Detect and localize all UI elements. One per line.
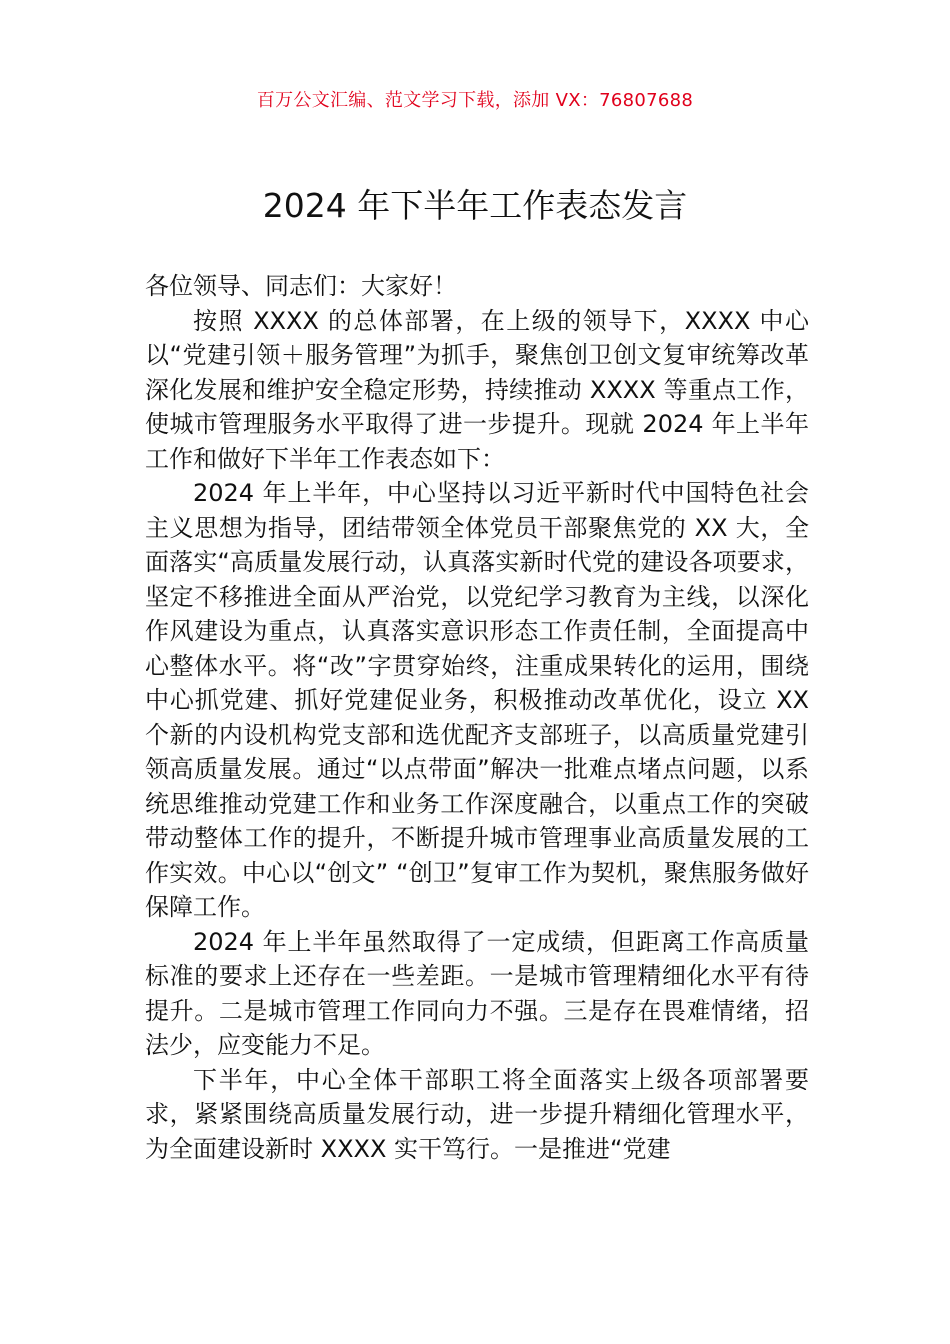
header-watermark: 百万公文汇编、范文学习下载，添加 VX：76807688 — [256, 90, 694, 111]
paragraph-plans: 下半年，中心全体干部职工将全面落实上级各项部署要求，紧紧围绕高质量发展行动，进一步提升精细化管理水平，为全面建设新时 XXXX 实干笃行。一是推进“党建 — [145, 1065, 809, 1163]
paragraph-shortcomings: 2024 年上半年虽然取得了一定成绩，但距离工作高质量标准的要求上还存在一些差距。一是城市管理精细化水平有待提升。二是城市管理工作同向力不强。三是存在畏难情绪，招法少，应变能力不足。 — [145, 927, 809, 1059]
document-title: 2024 年下半年工作表态发言 — [262, 186, 688, 225]
paragraph-achievements: 2024 年上半年，中心坚持以习近平新时代中国特色社会主义思想为指导，团结带领全体党员干部聚焦党的 XX 大，全面落实“高质量发展行动，认真落实新时代党的建设各项要求，坚定不移推进全面从严治党，以党纪学习教育为主线，以深化作风建设为重点，认真落实意识形态工作责任制，全面提高中心整体水平。将“改”字贯穿始终，注重成果转化的运用，围绕中心抓党建、抓好党建促业务，积极推动改革优化，设立 XX 个新的内设机构党支部和选优配齐支部班子，以高质量党建引领高质量发展。通过“以点带面”解决一批难点堵点问题，以系统思维推动党建工作和业务工作深度融合，以重点工作的突破带动整体工作的提升，不断提升城市管理事业高质量发展的工作实效。中心以“创文” “创卫”复审工作为契机，聚焦服务做好保障工作。 — [145, 479, 809, 921]
paragraph-intro: 按照 XXXX 的总体部署，在上级的领导下，XXXX 中心以“党建引领＋服务管理”为抓手，聚焦创卫创文复审统筹改革深化发展和维护安全稳定形势，持续推动 XXXX 等重点工作，使城市管理服务水平取得了进一步提升。现就 2024 年上半年工作和做好下半年工作表态如下： — [145, 306, 809, 473]
greeting: 各位领导、同志们：大家好！ — [145, 272, 457, 300]
document-body — [145, 269, 809, 1166]
